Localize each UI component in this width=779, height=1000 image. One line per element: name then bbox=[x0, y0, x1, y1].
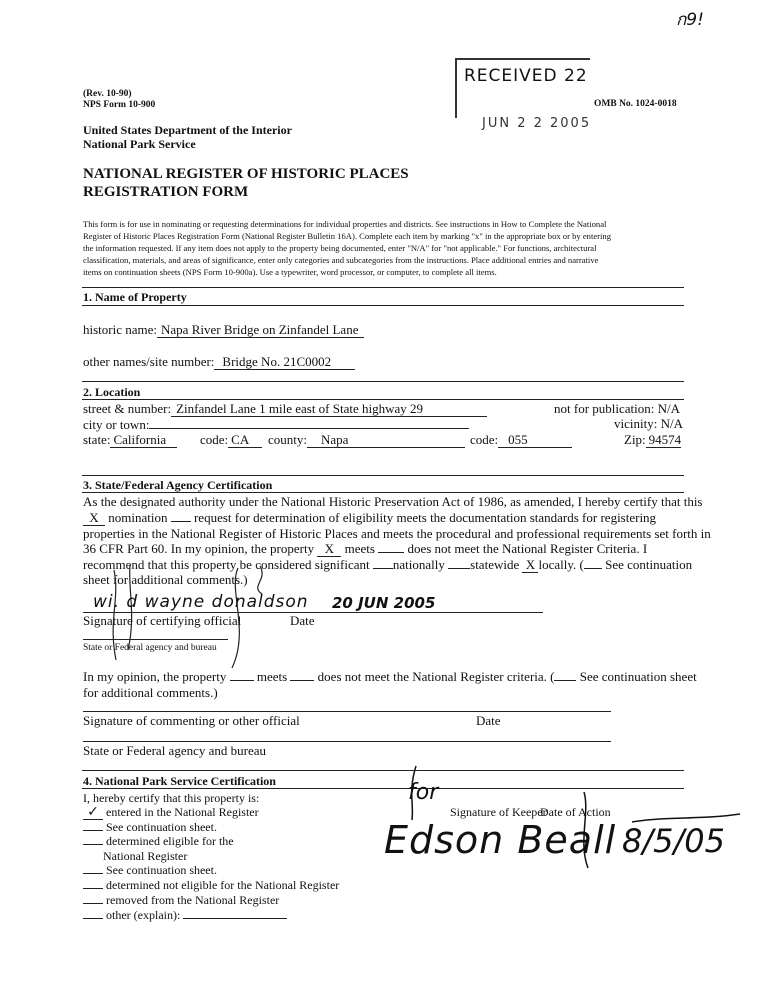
received-stamp-date: JUN 2 2 2005 bbox=[482, 116, 592, 131]
comment-date-label: Date bbox=[476, 713, 501, 728]
historic-name-label: historic name: bbox=[83, 322, 158, 337]
street-label: street & number: bbox=[83, 401, 172, 416]
nationally-label: nationally bbox=[392, 557, 445, 572]
county-code-value[interactable]: 055 bbox=[498, 432, 572, 448]
form-number: NPS Form 10-900 bbox=[83, 100, 156, 110]
certification-line bbox=[83, 510, 656, 526]
opinion-not-meet-checkbox[interactable] bbox=[290, 680, 314, 681]
certification-line bbox=[83, 541, 647, 557]
zip-row bbox=[624, 432, 681, 447]
vicinity-row bbox=[614, 416, 683, 431]
action-date-label: Date of Action bbox=[540, 805, 611, 819]
nps-option[interactable] bbox=[83, 820, 217, 834]
opinion-meets-label: meets bbox=[256, 669, 288, 684]
section2-heading: 2. Location bbox=[83, 385, 141, 399]
zip-label: Zip: bbox=[624, 432, 646, 447]
opinion-label: In my opinion, the property bbox=[83, 669, 227, 684]
agency-label: State or Federal agency and bureau bbox=[83, 643, 217, 653]
not-for-publication-row bbox=[554, 401, 680, 416]
agency-line bbox=[83, 639, 228, 640]
locally-checkbox[interactable]: X bbox=[522, 557, 538, 573]
nps-option[interactable] bbox=[83, 834, 234, 848]
option-label-continued: National Register bbox=[103, 849, 188, 863]
entered-label: entered in the National Register bbox=[106, 805, 259, 819]
significance-label: recommend that this property be considered significant bbox=[83, 557, 370, 572]
opinion-continuation-checkbox[interactable] bbox=[554, 680, 576, 681]
statewide-label: statewide bbox=[470, 557, 520, 572]
entered-checkbox[interactable]: ✓ bbox=[83, 806, 103, 820]
comment-signature-line[interactable] bbox=[83, 711, 611, 712]
option-checkbox[interactable] bbox=[83, 888, 103, 889]
comment-signature-label: Signature of commenting or other official bbox=[83, 713, 300, 728]
state-code-row bbox=[200, 432, 262, 448]
other-names-row bbox=[83, 354, 355, 369]
instructions-line: Register of Historic Places Registration Form (National Register Bulletin 16A). Complete each item by marking "x" in the appropriate box or by entering bbox=[83, 231, 612, 241]
section-divider bbox=[82, 492, 684, 493]
comment-agency-label: State or Federal agency and bureau bbox=[83, 743, 267, 758]
request-checkbox[interactable] bbox=[171, 521, 191, 522]
option-label: determined not eligible for the National Register bbox=[106, 878, 340, 892]
state-value[interactable]: California bbox=[110, 432, 177, 448]
instructions-line: classification, materials, and areas of significance, enter only categories and subcategories from the instructions. Place additional entries and narrative bbox=[83, 255, 599, 265]
nomination-label: nomination bbox=[108, 510, 168, 525]
received-stamp-text: RECEIVED 22 bbox=[464, 66, 588, 86]
nomination-checkbox[interactable]: X bbox=[83, 510, 105, 526]
city-value[interactable] bbox=[149, 416, 469, 429]
meets-checkbox[interactable]: X bbox=[317, 541, 341, 557]
county-value[interactable]: Napa bbox=[307, 432, 465, 448]
instructions-line: This form is for use in nominating or requesting determinations for individual properties and districts. See instructions in How to Complete the National bbox=[83, 219, 607, 229]
opinion-line bbox=[83, 669, 697, 684]
historic-name-value[interactable]: Napa River Bridge on Zinfandel Lane bbox=[157, 322, 364, 338]
option-checkbox[interactable] bbox=[83, 844, 103, 845]
form-title-line1: NATIONAL REGISTER OF HISTORIC PLACES bbox=[83, 166, 409, 182]
form-title-line2: REGISTRATION FORM bbox=[83, 184, 249, 200]
nfp-value[interactable]: N/A bbox=[657, 401, 681, 416]
section-divider bbox=[82, 305, 684, 306]
opinion-line: for additional comments.) bbox=[83, 685, 218, 700]
state-code-label: code: bbox=[200, 432, 229, 447]
option-checkbox[interactable] bbox=[83, 903, 103, 904]
nps-option[interactable] bbox=[83, 863, 217, 877]
statewide-checkbox[interactable] bbox=[448, 568, 470, 569]
option-checkbox[interactable] bbox=[83, 830, 103, 831]
section-divider bbox=[82, 381, 684, 382]
keeper-label: Signature of Keeper bbox=[450, 805, 547, 819]
opinion-continuation-label: See continuation sheet bbox=[579, 669, 697, 684]
nps-option-entered[interactable] bbox=[83, 805, 259, 820]
other-names-value[interactable]: Bridge No. 21C0002 bbox=[214, 354, 355, 370]
other-explain-field[interactable] bbox=[183, 918, 287, 919]
property-opinion-label: 36 CFR Part 60. In my opinion, the property bbox=[83, 541, 315, 556]
state-row bbox=[83, 432, 177, 448]
nfp-label: not for publication: bbox=[554, 401, 655, 416]
section4-heading: 4. National Park Service Certification bbox=[83, 774, 276, 788]
meets-label: meets bbox=[344, 541, 375, 556]
omb-number: OMB No. 1024-0018 bbox=[594, 99, 677, 109]
instructions-line: the information requested. If any item does not apply to the property being documented, enter "N/A" for "not applicable." For functions, architectural bbox=[83, 243, 597, 253]
state-code-value[interactable]: CA bbox=[228, 432, 262, 448]
certification-line: sheet for additional comments.) bbox=[83, 572, 248, 587]
revision-label: (Rev. 10-90) bbox=[83, 89, 132, 99]
section3-heading: 3. State/Federal Agency Certification bbox=[83, 478, 273, 492]
county-code-label: code: bbox=[470, 432, 499, 447]
certifying-signature: wi. d wayne donaldson bbox=[93, 592, 309, 612]
city-label: city or town: bbox=[83, 417, 150, 432]
option-checkbox[interactable] bbox=[83, 918, 103, 919]
option-checkbox[interactable] bbox=[83, 873, 103, 874]
signature-date-label: Date bbox=[290, 613, 315, 628]
option-label: other (explain): bbox=[106, 908, 181, 922]
option-label: See continuation sheet. bbox=[106, 820, 217, 834]
option-label: removed from the National Register bbox=[106, 893, 280, 907]
state-label: state: bbox=[83, 432, 111, 447]
county-code-row bbox=[470, 432, 572, 448]
keeper-action-date: 8/5/05 bbox=[622, 822, 725, 860]
vicinity-label: vicinity: bbox=[614, 416, 658, 431]
street-row bbox=[83, 401, 487, 417]
keeper-signature-strokes bbox=[400, 762, 740, 872]
historic-name-row bbox=[83, 322, 364, 337]
nps-option[interactable] bbox=[83, 878, 339, 892]
section-divider bbox=[82, 399, 684, 400]
certifying-signature-date: 20 JUN 2005 bbox=[332, 594, 436, 612]
county-row bbox=[268, 432, 465, 448]
opinion-not-meet-label: does not meet the National Register criteria. ( bbox=[317, 669, 555, 684]
corner-mark: ก9! bbox=[676, 10, 704, 30]
section1-heading: 1. Name of Property bbox=[83, 290, 187, 304]
option-label: See continuation sheet. bbox=[106, 863, 217, 877]
department-name: United States Department of the Interior bbox=[83, 123, 292, 137]
certification-line: As the designated authority under the National Historic Preservation Act of 1986, as amended, I hereby certify that this bbox=[83, 494, 703, 509]
other-names-label: other names/site number: bbox=[83, 354, 215, 369]
section-divider bbox=[82, 475, 684, 476]
does-not-meet-checkbox[interactable] bbox=[378, 552, 404, 553]
vicinity-value[interactable]: N/A bbox=[660, 416, 683, 431]
certification-line: properties in the National Register of Historic Places and meets the procedural and professional requirements set forth in bbox=[83, 526, 711, 541]
keeper-signature: Edson Beall bbox=[384, 818, 617, 862]
nationally-checkbox[interactable] bbox=[373, 568, 393, 569]
street-value[interactable]: Zinfandel Lane 1 mile east of State highway 29 bbox=[171, 401, 487, 417]
nps-option[interactable] bbox=[83, 908, 287, 922]
instructions-line: items on continuation sheets (NPS Form 10-900a). Use a typewriter, word processor, or computer, to complete all items. bbox=[83, 267, 497, 277]
county-label: county: bbox=[268, 432, 307, 447]
request-label: request for determination of eligibility meets the documentation standards for registering bbox=[193, 510, 657, 525]
nps-intro: I, hereby certify that this property is: bbox=[83, 791, 260, 805]
locally-label: locally. ( bbox=[538, 557, 584, 572]
does-not-meet-label: does not meet the National Register Criteria. I bbox=[407, 541, 648, 556]
signature-label: Signature of certifying official bbox=[83, 613, 242, 628]
zip-value[interactable]: 94574 bbox=[646, 432, 682, 448]
opinion-meets-checkbox[interactable] bbox=[230, 680, 254, 681]
option-label: determined eligible for the bbox=[106, 834, 234, 848]
nps-option[interactable] bbox=[83, 893, 279, 907]
comment-agency-line[interactable] bbox=[83, 741, 611, 742]
continuation-label: See continuation bbox=[605, 557, 693, 572]
section-divider bbox=[82, 287, 684, 288]
service-name: National Park Service bbox=[83, 137, 196, 151]
city-row bbox=[83, 416, 469, 432]
continuation-checkbox[interactable] bbox=[584, 568, 602, 569]
keeper-for-mark: for bbox=[408, 780, 439, 805]
